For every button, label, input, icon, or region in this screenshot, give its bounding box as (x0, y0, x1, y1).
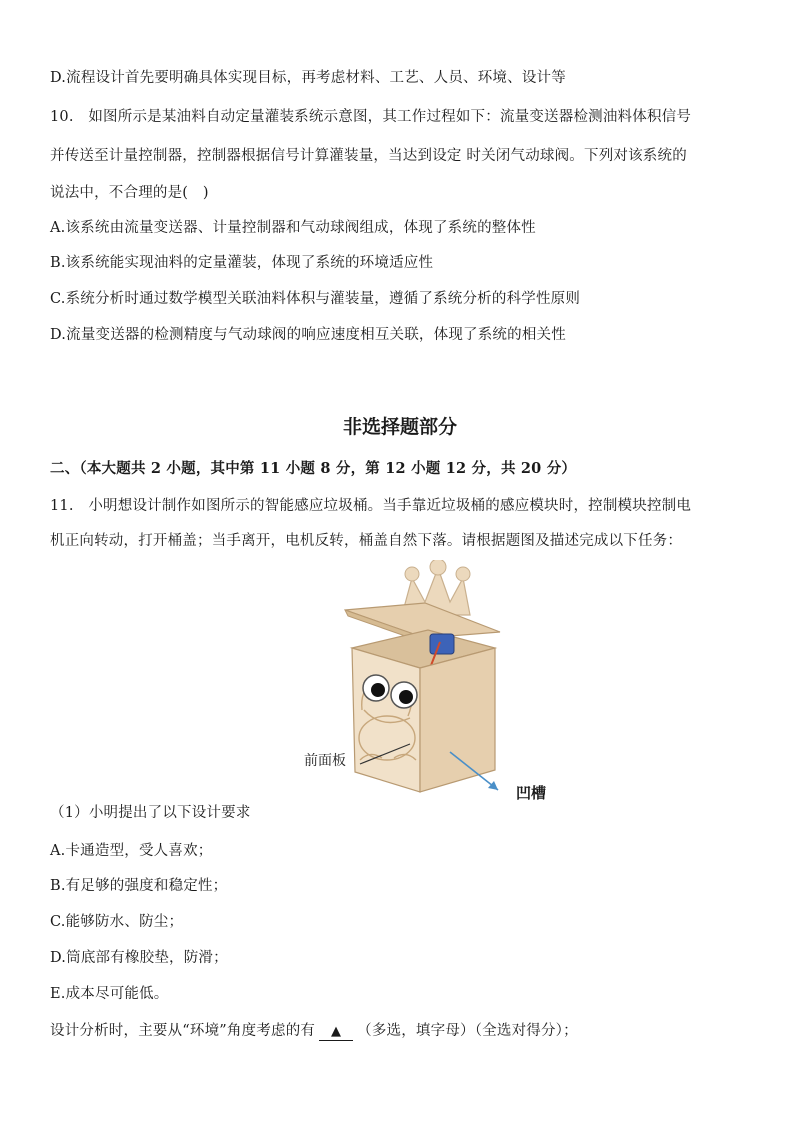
section-title: 非选择题部分 (342, 416, 457, 438)
requirement-e: E.成本尽可能低。 (50, 986, 169, 1002)
q10-stem-line-2: 并传送至计量控制器，控制器根据信号计算灌装量，当达到设定 时关闭气动球阀。下列对该系统的 (50, 148, 687, 164)
label-groove: 凹槽 (516, 784, 547, 802)
answer-blank[interactable]: ▲ (319, 1023, 353, 1041)
q10-option-b: B.该系统能实现油料的定量灌装，体现了系统的环境适应性 (50, 255, 434, 271)
q10-option-c: C.系统分析时通过数学模型关联油料体积与灌装量，遵循了系统分析的科学性原则 (50, 291, 581, 307)
side-panel (420, 648, 495, 792)
analysis-question (50, 1021, 578, 1041)
requirement-c: C.能够防水、防尘； (50, 914, 184, 930)
q10-option-a: A.该系统由流量变送器、计量控制器和气动球阀组成，体现了系统的整体性 (50, 220, 536, 236)
requirement-a: A.卡通造型，受人喜欢； (50, 843, 213, 859)
q11-stem-line-2: 机正向转动，打开桶盖；当手离开，电机反转，桶盖自然下落。请根据题图及描述完成以下任务： (50, 533, 683, 549)
q10-option-d: D.流量变送器的检测精度与气动球阀的响应速度相互关联，体现了系统的相关性 (50, 327, 566, 343)
part-heading: 二、（本大题共 2 小题，其中第 11 小题 8 分，第 12 小题 12 分，共 20 分） (50, 460, 577, 477)
analysis-prefix: 设计分析时，主要从“环境”角度考虑的有 (50, 1023, 316, 1039)
servo-motor (430, 634, 454, 654)
requirement-b: B.有足够的强度和稳定性； (50, 878, 228, 894)
q10-stem-line-3: 说法中，不合理的是( ) (50, 185, 209, 201)
trash-can-figure (290, 560, 590, 810)
front-panel (352, 648, 420, 792)
q11-stem-line-1: 11. 小明想设计制作如图所示的智能感应垃圾桶。当手靠近垃圾桶的感应模块时，控制模块控制电 (50, 498, 692, 514)
q10-stem-line-1: 10. 如图所示是某油料自动定量灌装系统示意图，其工作过程如下：流量变送器检测油料体积信号 (50, 109, 692, 125)
trash-can-illustration (290, 560, 590, 810)
requirement-d: D.筒底部有橡胶垫，防滑； (50, 950, 228, 966)
sub-question-1: （1）小明提出了以下设计要求 (50, 805, 251, 821)
q9-option-d: D.流程设计首先要明确具体实现目标，再考虑材料、工艺、人员、环境、设计等 (50, 70, 566, 86)
analysis-suffix: （多选，填字母）（全选对得分）； (357, 1023, 578, 1039)
label-front-panel: 前面板 (304, 753, 346, 769)
